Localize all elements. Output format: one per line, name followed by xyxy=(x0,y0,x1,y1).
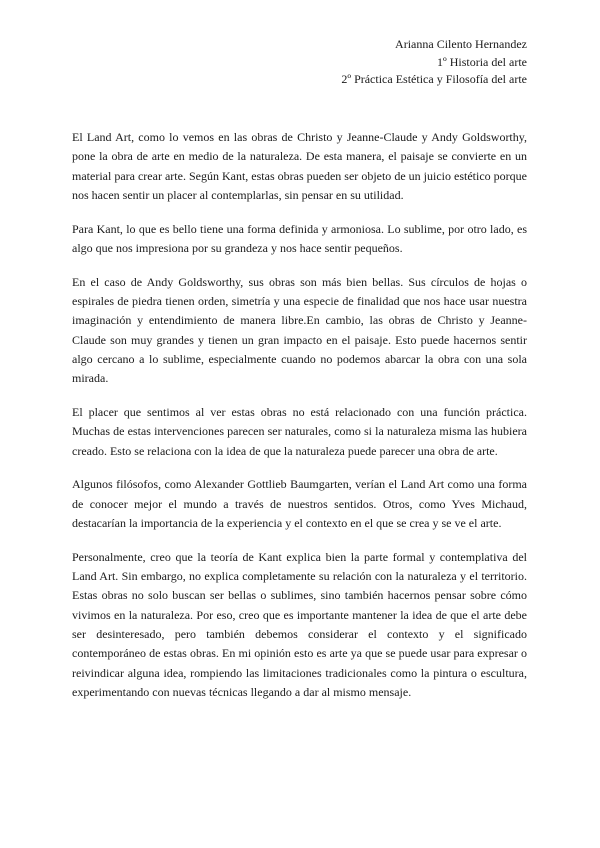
document-header xyxy=(341,36,527,89)
author-name: Arianna Cilento Hernandez xyxy=(395,37,527,51)
paragraph-goldsworthy: En el caso de Andy Goldsworthy, sus obras son más bien bellas. Sus círculos de hojas o espirales de piedra tienen orden, simetría y una especie de finalidad que nos hace usar nuestra imaginación y entendimiento de manera libre.En cambio, las obras de Christo y Jeanne-Claude son muy grandes y tienen un gran impacto en el paisaje. Esto puede hacernos sentir algo cercano a lo sublime, especialmente cuando no podemos abarcar la obra con una sola mirada. xyxy=(72,274,527,386)
paragraph-conclusion: Personalmente, creo que la teoría de Kant explica bien la parte formal y contemplativa del Land Art. Sin embargo, no explica completamente su relación con la naturaleza y el territorio. Estas obras no solo buscan ser bellas o sublimes, sino también hacernos pensar sobre cómo vivimos en la naturaleza. Por eso, creo que es importante mantener la idea de que el arte debe ser desinteresado, pero también debemos considerar el contexto y el significado contemporáneo de estas obras. En mi opinión esto es arte ya que se puede usar para expresar o reivindicar alguna idea, rompiendo las limitaciones tradicionales como la pintura o escultura, experimentando con nuevas técnicas llegando a dar al mismo mensaje. xyxy=(72,549,527,699)
paragraph-intro: El Land Art, como lo vemos en las obras de Christo y Jeanne-Claude y Andy Goldsworthy, pone la obra de arte en medio de la naturaleza. De esta manera, el paisaje se convierte en un material para crear arte. Según Kant, estas obras pueden ser objeto de un juicio estético porque nos hacen sentir un placer al contemplarlas, sin pensar en su utilidad. xyxy=(72,130,527,202)
document-body xyxy=(72,128,527,717)
paragraph-pleasure: El placer que sentimos al ver estas obras no está relacionado con una función práctica. Muchas de estas intervenciones parecen ser naturales, como si la naturaleza misma las hubiera creado. Esto se relaciona con la idea de que la naturaleza puede parecer una obra de arte. xyxy=(72,405,527,458)
paragraph-philosophers: Algunos filósofos, como Alexander Gottlieb Baumgarten, verían el Land Art como una forma de conocer mejor el mundo a través de nuestros sentidos. Otros, como Yves Michaud, destacarían la importancia de la experiencia y el contexto en el que se crea y se ve el arte. xyxy=(72,477,527,531)
assignment-title: 2º Práctica Estética y Filosofía del arte xyxy=(341,72,527,86)
course-name: 1º Historia del arte xyxy=(436,54,527,69)
paragraph-kant-beauty: Para Kant, lo que es bello tiene una forma definida y armoniosa. Lo sublime, por otro lado, es algo que nos impresiona por su grandeza y nos hace sentir pequeños. xyxy=(72,221,527,255)
